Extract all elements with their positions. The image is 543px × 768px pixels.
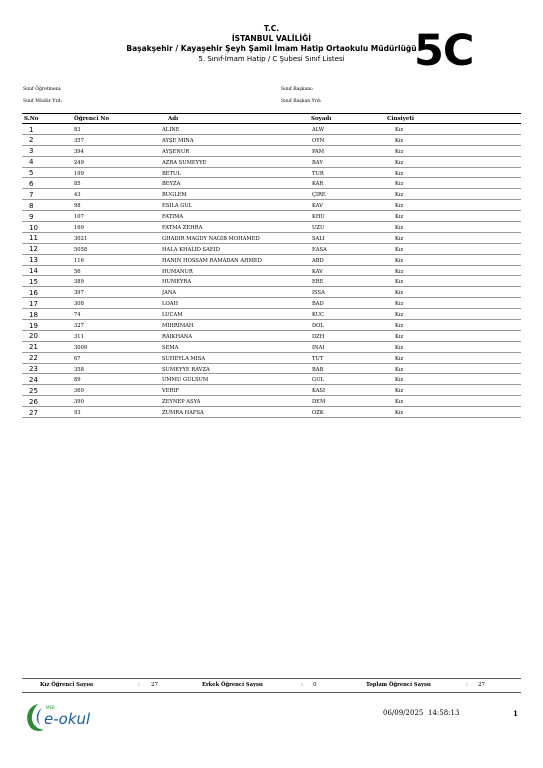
student-number: 311 — [74, 333, 84, 340]
girls-count-value: 27 — [151, 682, 159, 688]
table-row — [22, 211, 521, 222]
last-name: EASA — [312, 246, 327, 253]
boys-count-value: 0 — [313, 682, 317, 688]
last-name: KAV — [312, 203, 323, 210]
student-number: 3021 — [74, 235, 88, 242]
last-name: SALI — [312, 235, 325, 242]
first-name: SÜMEYYE RAVZA — [162, 366, 210, 373]
gender: Kız — [395, 181, 404, 188]
gender: Kız — [395, 377, 404, 384]
table-row — [22, 385, 521, 396]
gender: Kız — [395, 192, 404, 199]
row-number: 19 — [29, 321, 38, 330]
col-header-gender: Cinsiyeti — [387, 116, 414, 122]
first-name: ALİNE — [162, 127, 180, 133]
gender: Kız — [395, 235, 404, 242]
gender: Kız — [395, 366, 404, 373]
table-row — [22, 146, 521, 157]
student-number: 85 — [74, 181, 81, 188]
row-number: 7 — [29, 190, 34, 199]
row-number: 6 — [29, 179, 34, 188]
print-time: 14:58:13 — [428, 709, 460, 717]
last-name: İNAI — [312, 344, 325, 351]
class-code: 5C — [414, 26, 474, 76]
last-name: GÜL — [312, 377, 324, 384]
last-name: ALW — [312, 127, 325, 133]
student-table — [22, 124, 521, 418]
first-name: HÜMANUR — [162, 268, 193, 275]
last-name: OYN — [312, 137, 325, 144]
last-name: KAR — [312, 181, 324, 188]
first-name: FATIMA — [162, 214, 184, 221]
last-name: TUT — [312, 355, 324, 362]
row-number: 26 — [29, 397, 38, 406]
gender: Kız — [395, 246, 404, 253]
table-row — [22, 396, 521, 407]
student-number: 56 — [74, 268, 81, 275]
gender: Kız — [395, 225, 404, 232]
gender: Kız — [395, 410, 404, 417]
student-number: 93 — [74, 410, 81, 417]
row-number: 12 — [29, 245, 38, 254]
first-name: HANIN HOSSAM RAMADAN AHMED — [162, 257, 262, 264]
last-name: DEM — [312, 399, 326, 406]
gender: Kız — [395, 301, 404, 308]
last-name: PAM — [312, 148, 325, 155]
first-name: BUĞLEM — [162, 192, 187, 199]
last-name: KUC — [312, 312, 325, 319]
row-number: 1 — [29, 125, 34, 134]
e-okul-logo — [24, 700, 96, 732]
col-header-no: S.No — [24, 116, 39, 122]
table-row — [22, 287, 521, 298]
last-name: ÇİRE — [312, 192, 326, 199]
print-date: 06/09/2025 — [383, 709, 424, 717]
boys-count-separator: : — [301, 682, 303, 688]
row-number: 25 — [29, 386, 38, 395]
row-number: 18 — [29, 310, 38, 319]
last-name: ÖZK — [312, 410, 324, 417]
student-number: 327 — [74, 323, 84, 330]
row-number: 5 — [29, 169, 34, 178]
header-tc: T.C. — [263, 24, 280, 33]
last-name: KHU — [312, 214, 325, 221]
row-number: 8 — [29, 201, 34, 210]
table-row — [22, 124, 521, 135]
footer-top-rule — [22, 678, 521, 679]
first-name: LUCAM — [162, 312, 183, 319]
header-school-name: Başakşehir / Kayaşehir Şeyh Şamil İmam Hatip Ortaokulu Müdürlüğü — [126, 44, 417, 53]
last-name: DZH — [312, 333, 325, 340]
table-row — [22, 244, 521, 255]
last-name: UZU — [312, 225, 325, 232]
student-number: 249 — [74, 159, 84, 166]
table-row — [22, 276, 521, 287]
gender: Kız — [395, 214, 404, 221]
last-name: KAV — [312, 268, 323, 275]
logo-leaf-blue — [37, 708, 42, 725]
total-count-separator: : — [466, 682, 468, 688]
table-row — [22, 189, 521, 200]
total-count-label: Toplam Öğrenci Sayısı — [366, 682, 431, 688]
row-number: 23 — [29, 365, 38, 374]
row-number: 9 — [29, 212, 34, 221]
gender: Kız — [395, 159, 404, 166]
row-number: 14 — [29, 267, 38, 276]
page-number: 1 — [513, 709, 518, 718]
first-name: GHADIR MAGDY NAGIB MOHAMED — [162, 235, 260, 242]
table-row — [22, 135, 521, 146]
gender: Kız — [395, 279, 404, 286]
student-number: 390 — [74, 399, 84, 406]
table-row — [22, 157, 521, 168]
gender: Kız — [395, 257, 404, 264]
header-governorship: İSTANBUL VALİLİĞİ — [231, 34, 312, 43]
student-number: 369 — [74, 388, 84, 395]
student-number: 5058 — [74, 246, 88, 253]
student-number: 89 — [74, 377, 81, 384]
gender: Kız — [395, 323, 404, 330]
first-name: FATMA ZEHRA — [162, 225, 203, 232]
row-number: 11 — [29, 234, 38, 243]
gender: Kız — [395, 355, 404, 362]
table-top-rule — [22, 113, 521, 114]
first-name: VERİF — [162, 388, 180, 395]
student-number: 358 — [74, 366, 84, 373]
table-row — [22, 309, 521, 320]
first-name: HALA KHALID SAEID — [162, 246, 220, 253]
first-name: JANA — [162, 290, 177, 297]
table-row — [22, 374, 521, 385]
first-name: RAİKHANA — [162, 333, 193, 340]
girls-count-separator: : — [138, 682, 140, 688]
table-row — [22, 353, 521, 364]
table-row — [22, 266, 521, 277]
row-number: 27 — [29, 408, 38, 417]
class-president-label: Sınıf Başkanı: — [281, 87, 314, 92]
gender: Kız — [395, 333, 404, 340]
row-number: 17 — [29, 299, 38, 308]
table-row — [22, 320, 521, 331]
row-number: 13 — [29, 256, 38, 265]
gender: Kız — [395, 137, 404, 144]
row-number: 20 — [29, 332, 38, 341]
student-number: 397 — [74, 290, 84, 297]
student-number: 107 — [74, 214, 84, 221]
student-number: 43 — [74, 192, 81, 199]
student-number: 116 — [74, 257, 84, 264]
table-row — [22, 222, 521, 233]
student-number: 98 — [74, 203, 81, 210]
student-number: 74 — [74, 312, 81, 319]
header-list-title: 5. Sınıf-İmam Hatip / C Şubesi Sınıf Listesi — [198, 55, 345, 63]
last-name: BAY — [312, 159, 323, 166]
table-row — [22, 255, 521, 266]
student-number: 83 — [74, 127, 81, 133]
first-name: ÜMMÜ GÜLSÜM — [162, 377, 209, 384]
footer-bottom-rule — [22, 692, 521, 693]
first-name: AZRA SÜMEYYE — [162, 159, 207, 166]
total-count-value: 27 — [478, 682, 486, 688]
last-name: TÜR — [312, 170, 324, 177]
student-number: 357 — [74, 137, 84, 144]
student-number: 389 — [74, 279, 84, 286]
student-number: 308 — [74, 301, 84, 308]
row-number: 3 — [29, 147, 34, 156]
table-row — [22, 342, 521, 353]
gender: Kız — [395, 388, 404, 395]
teacher-label: Sınıf Öğretmeni: — [23, 87, 62, 92]
last-name: ISSA — [312, 290, 325, 297]
table-row — [22, 168, 521, 179]
gender: Kız — [395, 312, 404, 319]
gender: Kız — [395, 170, 404, 177]
col-header-first-name: Adı — [168, 116, 179, 122]
first-name: LOAH — [162, 301, 178, 308]
gender: Kız — [395, 399, 404, 406]
row-number: 21 — [29, 343, 38, 352]
first-name: BETÜL — [162, 170, 181, 177]
table-row — [22, 178, 521, 189]
table-row — [22, 298, 521, 309]
table-row — [22, 407, 521, 418]
first-name: SÜHEYLA MİSA — [162, 355, 206, 362]
table-row — [22, 331, 521, 342]
table-row — [22, 200, 521, 211]
row-number: 10 — [29, 223, 38, 232]
gender: Kız — [395, 203, 404, 210]
first-name: MİHRİMAH — [162, 323, 194, 330]
last-name: ABD — [312, 257, 324, 264]
last-name: BAD — [312, 301, 324, 308]
gender: Kız — [395, 148, 404, 155]
class-vice-president-label: Sınıf Başkan Yrd: — [281, 99, 322, 104]
logo-leaf-green — [27, 704, 44, 731]
gender: Kız — [395, 344, 404, 351]
first-name: SEMA — [162, 344, 179, 351]
row-number: 15 — [29, 277, 38, 286]
last-name: DOL — [312, 323, 324, 330]
row-number: 2 — [29, 136, 34, 145]
gender: Kız — [395, 290, 404, 297]
first-name: ZÜMRA HAFSA — [162, 410, 204, 417]
logo-wordmark: e-okul — [44, 710, 91, 728]
last-name: BAB — [312, 366, 324, 373]
boys-count-label: Erkek Öğrenci Sayısı — [202, 682, 263, 688]
logo-meb-text: MEB — [46, 705, 55, 710]
first-name: HÜMEYRA — [162, 279, 192, 286]
vice-principal-label: Sınıf Müdür Yrd: — [23, 99, 63, 104]
student-number: 3009 — [74, 344, 88, 351]
last-name: ERE — [312, 279, 324, 286]
gender: Kız — [395, 268, 404, 275]
first-name: AYŞENUR — [162, 148, 190, 155]
col-header-student-no: Öğrenci No — [74, 116, 110, 122]
gender: Kız — [395, 127, 404, 133]
table-row — [22, 233, 521, 244]
first-name: AYŞE MİNA — [162, 137, 194, 144]
last-name: KASI — [312, 388, 326, 395]
student-number: 169 — [74, 225, 84, 232]
student-number: 199 — [74, 170, 84, 177]
girls-count-label: Kız Öğrenci Sayısı — [40, 682, 94, 688]
row-number: 22 — [29, 354, 38, 363]
first-name: ZEYNEP ASYA — [162, 399, 201, 406]
first-name: BEYZA — [162, 181, 181, 188]
row-number: 24 — [29, 375, 38, 384]
row-number: 4 — [29, 158, 34, 167]
student-number: 394 — [74, 148, 84, 155]
row-number: 16 — [29, 288, 38, 297]
first-name: ESİLA GÜL — [162, 203, 193, 210]
col-header-last-name: Soyadı — [311, 116, 332, 122]
student-number: 67 — [74, 355, 81, 362]
table-row — [22, 364, 521, 375]
